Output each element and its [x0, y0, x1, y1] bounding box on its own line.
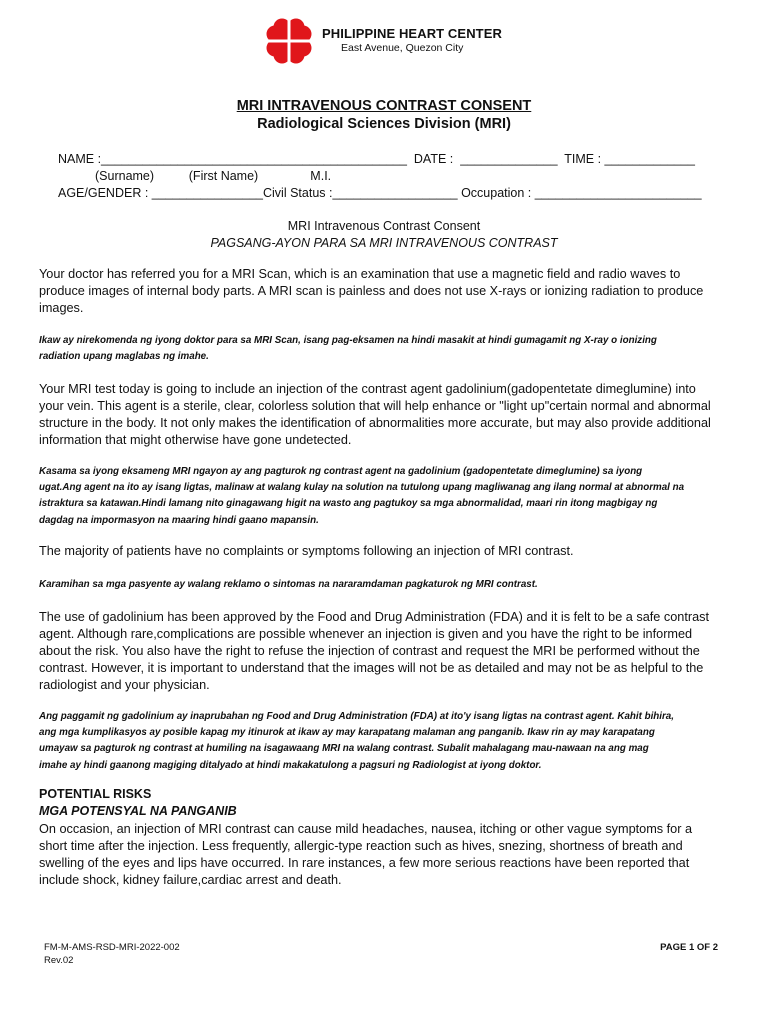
paragraph-risks: On occasion, an injection of MRI contrast can cause mild headaches, nausea, itching or other vague symptoms for a short time after the injection. Less frequently, allergic-type reaction such as hives, snezing, shortness of breath and swelling of the eyes and lips have occurred. In rare instances, a few more serious reactions have been reported that include shock, kidney failure,cardiac arrest and death. — [39, 822, 693, 887]
consent-heading-tagalog: PAGSANG-AYON PARA SA MRI INTRAVENOUS CONTRAST — [210, 236, 558, 250]
document-subtitle: Radiological Sciences Division (MRI) — [257, 116, 511, 132]
revision-number: Rev.02 — [44, 955, 74, 966]
org-address: East Avenue, Quezon City — [341, 42, 464, 54]
consent-heading: MRI Intravenous Contrast Consent — [287, 219, 481, 233]
heart-clover-logo-icon — [262, 14, 316, 68]
paragraph-contrast-agent: Your MRI test today is going to include an injection of the contrast agent gadolinium(gadopentetate dimeglumine) into your vein. This agent is a sterile, clear, colorless solution that will help enhance or "light up"certain normal and abnormal structure in the body. It not only makes the identification of abnormalities more accurate, but may also provide additional information that might otherwise have gone undetected. — [39, 382, 711, 447]
paragraph-referral: Your doctor has referred you for a MRI Scan, which is an examination that use a magnetic field and radio waves to produce images of internal body parts. A MRI scan is painless and does not use X-rays or ionizing radiation to produce images. — [39, 267, 704, 315]
potential-risks-heading-tagalog: MGA POTENSYAL NA PANGANIB — [39, 804, 237, 818]
potential-risks-heading: POTENTIAL RISKS — [39, 787, 152, 801]
age-status-occupation-line: AGE/GENDER : ________________Civil Status :__________________ Occupation : ________________________ — [58, 186, 702, 200]
document-title: MRI INTRAVENOUS CONTRAST CONSENT — [236, 98, 532, 114]
name-date-time-line: NAME :____________________________________________ DATE : ______________ TIME : _____________ — [58, 152, 695, 166]
org-name: PHILIPPINE HEART CENTER — [322, 26, 502, 41]
paragraph-no-complaints-tagalog: Karamihan sa mga pasyente ay walang reklamo o sintomas na nararamdaman pagkaturok ng MRI contrast. — [39, 579, 538, 590]
paragraph-referral-tagalog: Ikaw ay nirekomenda ng iyong doktor para sa MRI Scan, isang pag-eksamen na hindi masakit at hindi gumagamit ng X-ray o ionizing radiation upang maglabas ng imahe. — [39, 335, 657, 363]
form-code: FM-M-AMS-RSD-MRI-2022-002 — [44, 942, 180, 953]
paragraph-fda-approval-tagalog: Ang paggamit ng gadolinium ay inaprubahan ng Food and Drug Administration (FDA) at ito'y isang ligtas na contrast agent. Kahit bihira, ang mga kumplikasyos ay posible kapag my itinurok at ikaw ay may karapatang malaman ang panganib. Ikaw rin ay may karapatang umayaw sa pagturok ng contrast at humiling na isagawaang MRI na walang contrast. Subalit mahalagang mau-nawaan na ang mag imahe ay hindi gaanong magiging ditalyado at hindi makakatulong a pagsuri ng Radiologist at iyong doktor. — [39, 711, 674, 771]
paragraph-no-complaints: The majority of patients have no complaints or symptoms following an injection of MRI contrast. — [39, 544, 574, 558]
paragraph-contrast-agent-tagalog: Kasama sa iyong eksameng MRI ngayon ay ang pagturok ng contrast agent na gadolinium (gadopentetate dimeglumine) sa iyong ugat.Ang agent na ito ay isang ligtas, malinaw at walang kulay na solution na tutulong upang magliwanag ang ilang normal at abnormal na istraktura sa katawan.Hindi lamang nito ginagawang higit na wasto ang pagtukoy sa mga abnormalidad, maari rin itong magbigay ng dagdag na impormasyon na maaring hindi gaano mapansin. — [39, 466, 685, 526]
page-number: PAGE 1 OF 2 — [660, 942, 718, 953]
name-sub-labels: (Surname) (First Name) M.I. — [95, 169, 332, 183]
paragraph-fda-approval: The use of gadolinium has been approved by the Food and Drug Administration (FDA) and it is felt to be a safe contrast agent. Although rare,complications are possible whenever an injection is given and you have the right to be informed about the risk. You also have the right to refuse the injection of contrast and request the MRI be performed without the contrast. However, it is important to understand that the images will not be as detailed and may not be as helpful to the radiologist and your physician. — [39, 610, 709, 692]
